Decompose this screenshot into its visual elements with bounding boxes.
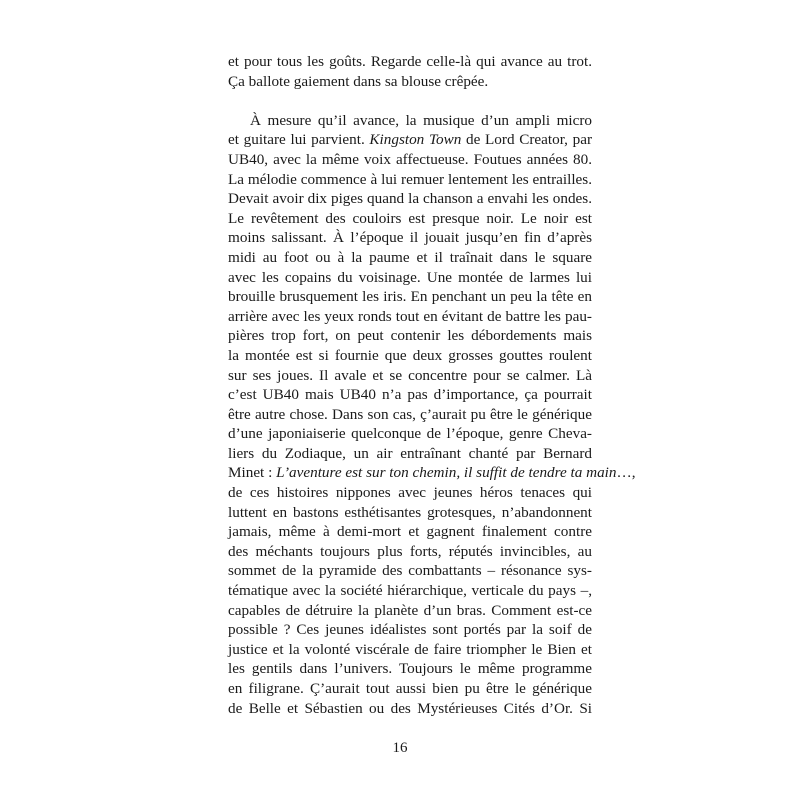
text-line [228, 52, 592, 72]
page-number: 16 [392, 740, 408, 756]
text-run: en filigrane. Ç’aurait tout aussi bien pu être le générique [228, 680, 592, 697]
text-run: Ça ballote gaiement dans sa blouse crêpée. [228, 72, 489, 90]
text-line [228, 268, 592, 288]
book-page-text [228, 52, 636, 718]
text-line [228, 248, 592, 268]
text-line [228, 640, 592, 660]
text-run: UB40, avec la même voix affectueuse. Foutues années 80. [228, 150, 592, 168]
text-line [228, 385, 592, 405]
text-run: la montée est si fournie que deux grosses gouttes roulent [228, 346, 592, 364]
text-run: et guitare lui parvient. [228, 131, 370, 149]
text-line [228, 366, 592, 386]
text-run: de Belle et Sébastien ou des Mystérieuses Cités d’Or. Si [228, 699, 592, 717]
text-run: Devait avoir dix piges quand la chanson a envahi les ondes. [228, 190, 592, 208]
text-line [228, 503, 592, 523]
text-line [228, 326, 592, 346]
text-run: midi au foot ou à la paume et il traînait dans le square [228, 248, 592, 266]
text-run: d’une japoniaiserie quelconque de l’époque, genre Cheva- [228, 425, 592, 443]
text-line [228, 522, 592, 542]
text-run: possible ? Ces jeunes idéalistes sont portés par la soif de [228, 621, 592, 639]
text-line [228, 150, 592, 170]
text-run: justice et la volonté viscérale de faire triompher le Bien et [228, 640, 592, 658]
text-line [228, 209, 592, 229]
text-run: être autre chose. Dans son cas, ç’aurait pu être le générique [228, 405, 592, 423]
text-line [228, 620, 592, 640]
text-run: de ces histoires nippones avec jeunes héros tenaces qui [228, 484, 592, 502]
text-line [228, 307, 592, 327]
text-run: capables de détruire la planète d’un bras. Comment est-ce [228, 601, 592, 619]
text-run: moins salissant. À l’époque il jouait jusqu’en fin d’après [228, 229, 592, 247]
text-run: jamais, même à demi-mort et gagnent finalement contre [228, 523, 592, 541]
text-line [228, 346, 592, 366]
text-line [228, 542, 592, 562]
text-line [228, 699, 592, 719]
text-run: pières trop fort, on peut contenir les débordements mais [228, 327, 592, 345]
italic-title: Kingston Town [369, 131, 462, 149]
text-run: La mélodie commence à lui remuer lentement les entrailles. [228, 170, 592, 188]
text-run: de Lord Creator, par [461, 131, 593, 149]
text-run: brouille brusquement les iris. En penchant un peu la tête en [228, 288, 592, 306]
text-run: arrière avec les yeux ronds tout en évitant de battre les pau- [228, 307, 592, 325]
text-line [228, 111, 592, 131]
text-line [228, 424, 592, 444]
text-line [228, 581, 592, 601]
text-run: des méchants toujours plus forts, réputés invincibles, au [228, 542, 592, 560]
text-line [228, 170, 592, 190]
text-line [228, 601, 592, 621]
text-line [228, 483, 592, 503]
text-line [228, 287, 592, 307]
text-line [228, 405, 592, 425]
text-line [228, 130, 592, 150]
paragraph-1 [228, 52, 592, 91]
text-run: À mesure qu’il avance, la musique d’un ampli micro [250, 111, 592, 129]
text-run: c’est UB40 mais UB40 n’a pas d’importance, ça pourrait [228, 386, 592, 404]
text-run: Le revêtement des couloirs est presque noir. Le noir est [228, 209, 592, 227]
paragraph-2 [228, 111, 636, 718]
text-line [228, 463, 636, 483]
text-run: luttent en bastons esthétisantes grotesques, n’abandonnent [228, 503, 592, 521]
text-run: et pour tous les goûts. Regarde celle-là qui avance au trot. [228, 53, 592, 70]
text-line [228, 72, 592, 92]
text-line [228, 444, 592, 464]
text-run: tématique avec la société hiérarchique, verticale du pays –, [228, 582, 592, 600]
text-run: les gentils dans l’univers. Toujours le même programme [228, 660, 592, 678]
text-line [228, 659, 592, 679]
text-line [228, 189, 592, 209]
text-run: sur ses joues. Il avale et se concentre pour se calmer. Là [228, 366, 592, 384]
text-run: avec les copains du voisinage. Une montée de larmes lui [228, 268, 592, 286]
text-line [228, 228, 592, 248]
text-line [228, 679, 592, 699]
text-run: Minet : [228, 464, 277, 482]
text-run: …, [616, 464, 636, 482]
text-run: liers du Zodiaque, un air entraînant chanté par Bernard [228, 444, 592, 462]
text-run: sommet de la pyramide des combattants – résonance sys- [228, 562, 592, 580]
text-line [228, 561, 592, 581]
italic-title: L’aventure est sur ton chemin, il suffit de tendre ta main [276, 464, 617, 482]
